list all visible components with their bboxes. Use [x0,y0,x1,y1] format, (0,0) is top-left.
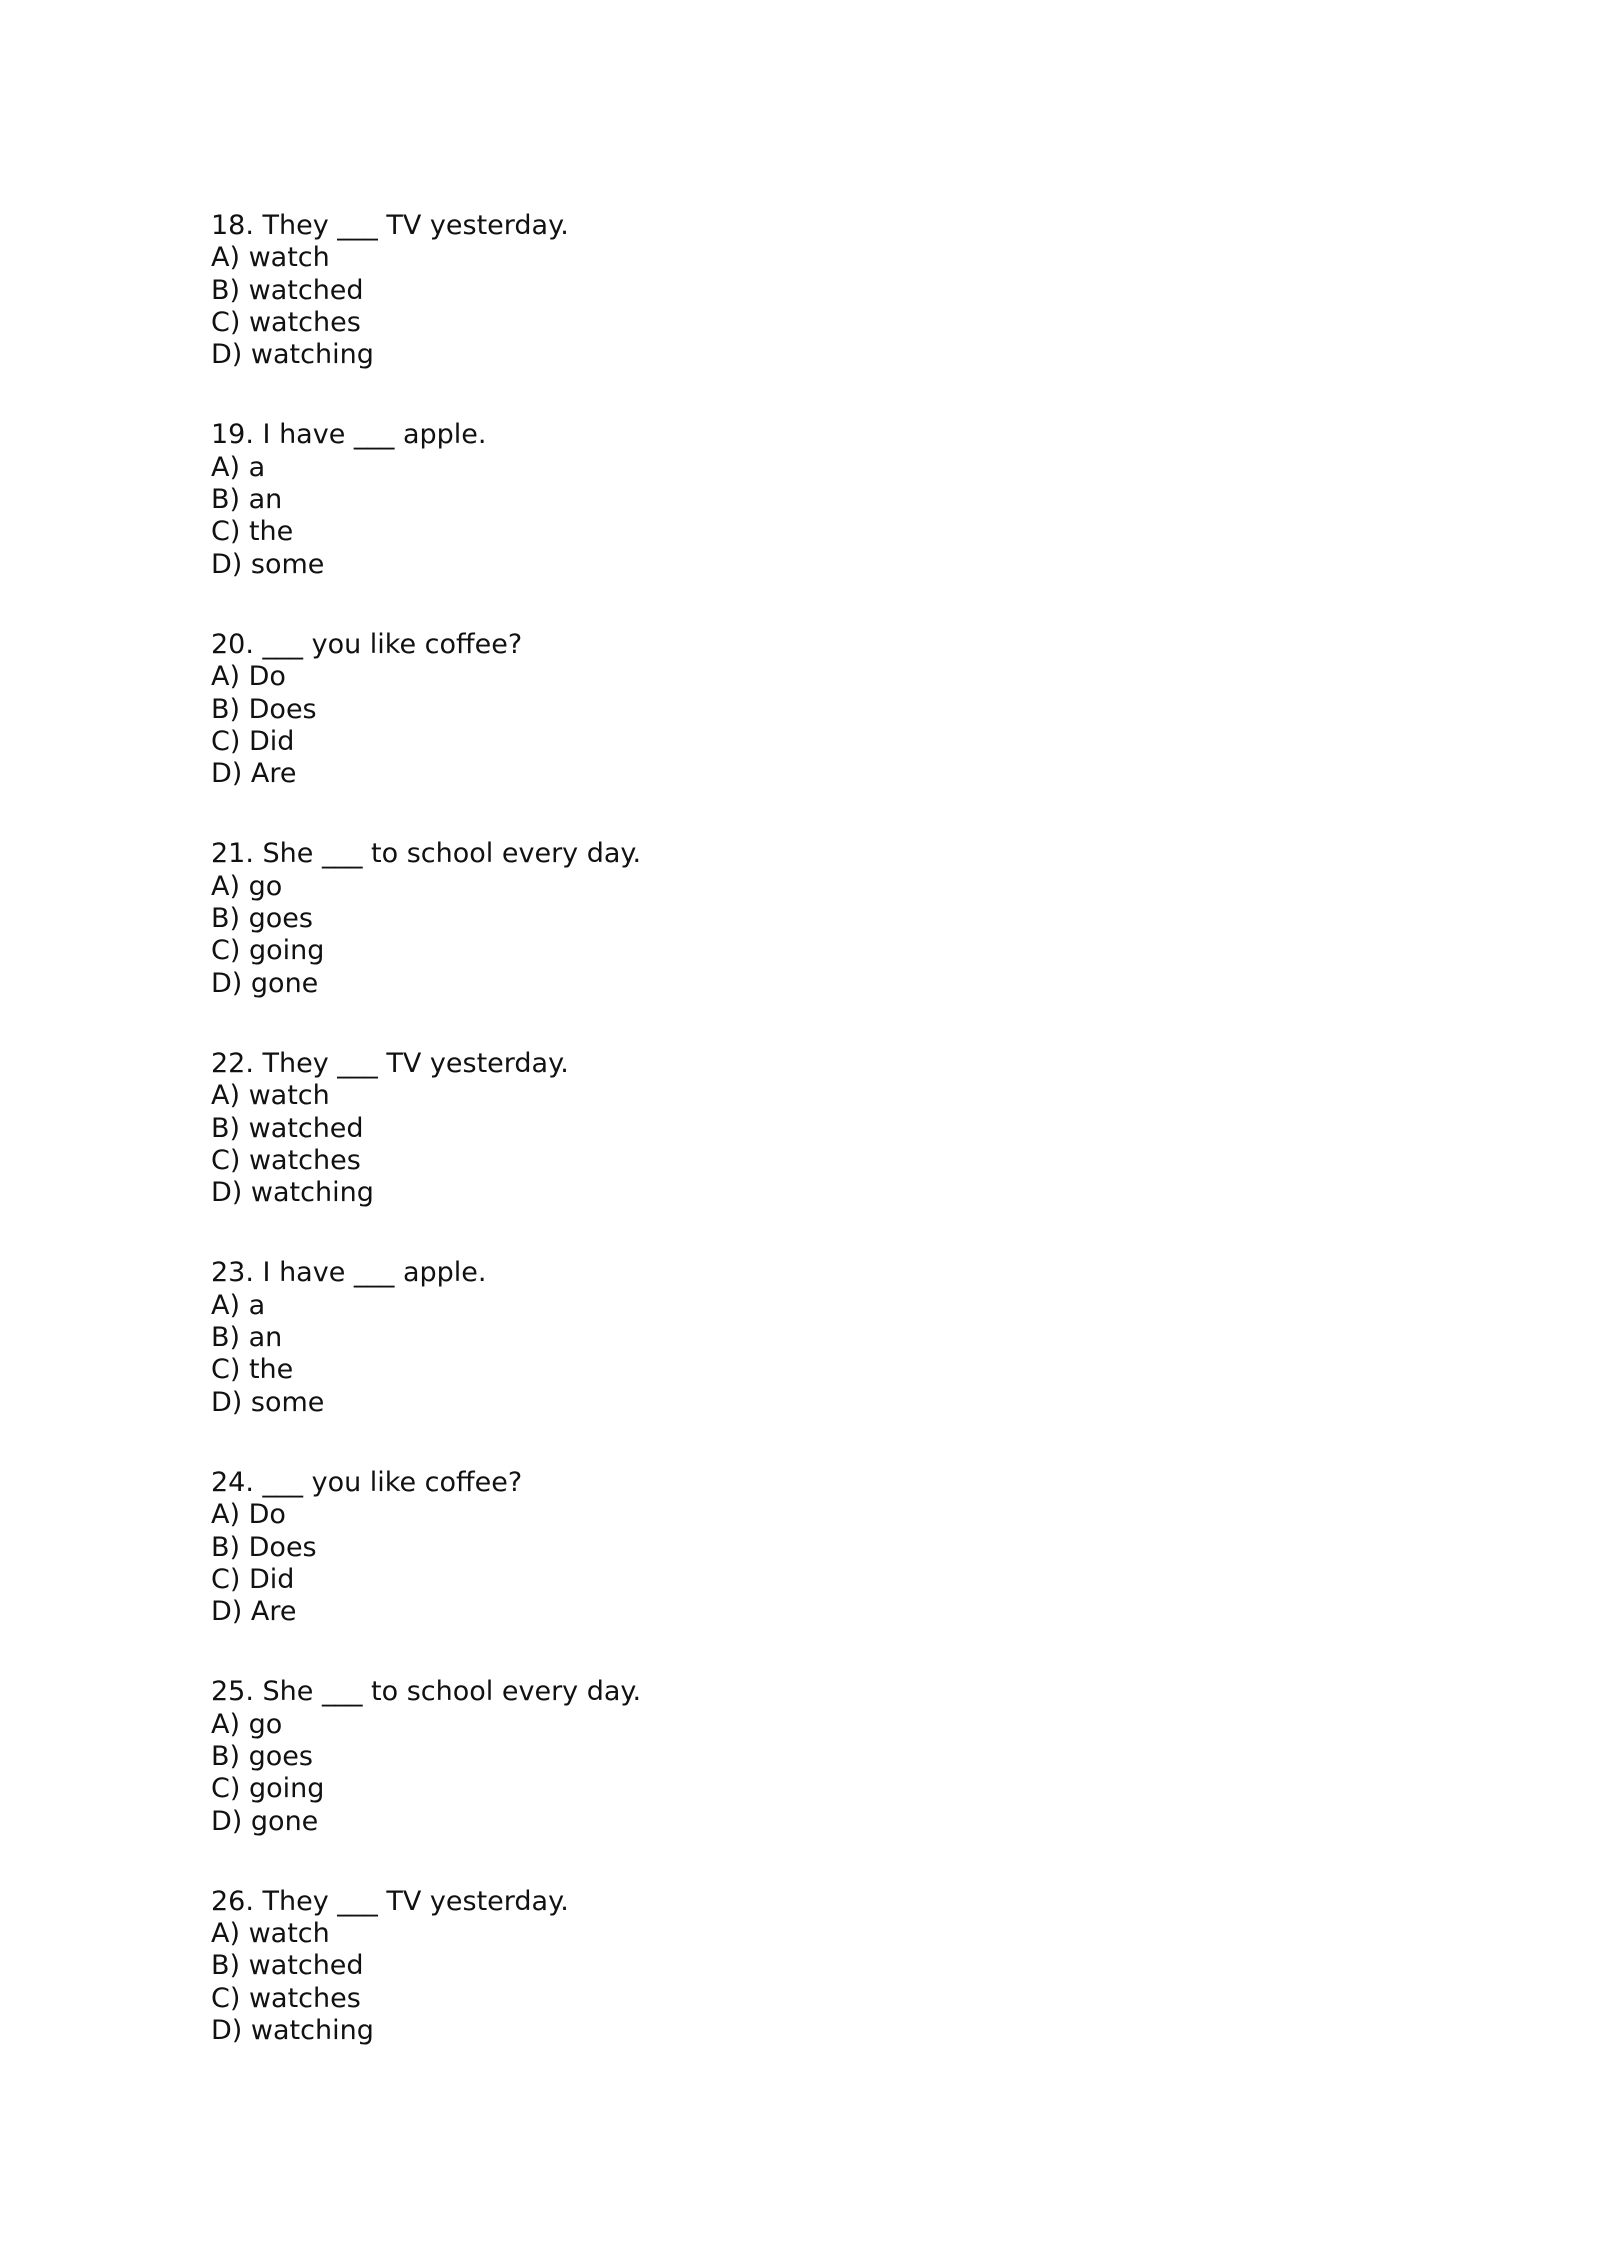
option-c: C) Did [211,1563,295,1595]
question-prompt: 22. They ___ TV yesterday. [211,1047,569,1079]
option-b: B) Does [211,693,317,725]
option-a: A) watch [211,1080,330,1112]
question-prompt: 25. She ___ to school every day. [211,1676,642,1708]
question-22 [211,1048,1411,1209]
option-a: A) Do [211,1499,286,1531]
option-b: B) an [211,1322,283,1354]
option-c: C) the [211,516,294,548]
option-c: C) the [211,1354,294,1386]
option-d: D) watching [211,2015,374,2047]
option-a: A) a [211,1289,266,1321]
option-b: B) goes [211,903,313,935]
question-20 [211,629,1411,790]
option-d: D) Are [211,758,297,790]
option-b: B) watched [211,1950,364,1982]
option-a: A) watch [211,1918,330,1950]
option-d: D) watching [211,1177,374,1209]
option-c: C) watches [211,306,361,338]
option-c: C) going [211,935,325,967]
question-prompt: 21. She ___ to school every day. [211,838,642,870]
option-a: A) a [211,451,266,483]
option-c: C) going [211,1773,325,1805]
option-d: D) watching [211,339,374,371]
option-d: D) gone [211,1805,319,1837]
question-23 [211,1257,1411,1418]
question-18 [211,210,1411,371]
question-25 [211,1676,1411,1837]
option-a: A) go [211,1708,283,1740]
option-b: B) watched [211,1112,364,1144]
option-d: D) some [211,1386,325,1418]
question-prompt: 19. I have ___ apple. [211,419,487,451]
question-prompt: 26. They ___ TV yesterday. [211,1885,569,1917]
option-b: B) watched [211,274,364,306]
option-a: A) Do [211,661,286,693]
option-a: A) go [211,870,283,902]
option-c: C) watches [211,1144,361,1176]
option-b: B) goes [211,1740,313,1772]
option-c: C) watches [211,1982,361,2014]
option-a: A) watch [211,242,330,274]
question-prompt: 20. ___ you like coffee? [211,628,523,660]
question-21 [211,838,1411,999]
question-prompt: 23. I have ___ apple. [211,1257,487,1289]
question-26 [211,1886,1411,2047]
option-b: B) an [211,484,283,516]
question-list [211,210,1411,2095]
option-d: D) gone [211,967,319,999]
question-prompt: 18. They ___ TV yesterday. [211,210,569,241]
option-d: D) Are [211,1596,297,1628]
question-prompt: 24. ___ you like coffee? [211,1466,523,1498]
option-b: B) Does [211,1531,317,1563]
option-d: D) some [211,548,325,580]
option-c: C) Did [211,725,295,757]
question-24 [211,1467,1411,1628]
question-19 [211,419,1411,580]
